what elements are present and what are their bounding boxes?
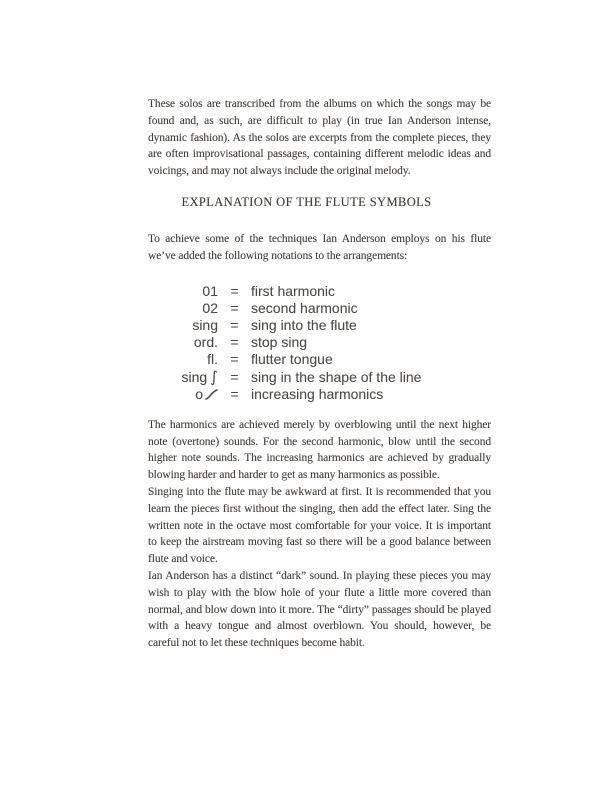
notation-symbol: fl. [207,351,218,368]
equals-sign: = [230,351,239,368]
intro-paragraph: These solos are transcribed from the albums on which the songs may be found and, as such, are difficult to play (in true Ian Anderson intense, dynamic fashion). As the solos are excerpts from the complete pieces, they are often improvisational passages, containing different melodic ideas and voicings, and may not always include the original melody. [148,98,491,178]
notation-definition: sing in the shape of the line [251,368,422,385]
notation-row-sing [148,317,491,334]
rising-line-icon [205,389,218,400]
equals-sign: = [230,316,239,333]
notation-row-second-harmonic [148,300,491,317]
notation-symbol: 02 [202,299,218,316]
notation-definition: second harmonic [251,299,358,316]
notation-row-first-harmonic [148,283,491,300]
equals-sign: = [230,282,239,299]
curve-symbol: ∫ [210,367,218,386]
notation-row-sing-curve [148,369,491,386]
section-heading: EXPLANATION OF THE FLUTE SYMBOLS [181,194,432,209]
notation-definition: sing into the flute [251,316,357,333]
notation-row-flutter [148,351,491,368]
body-text [148,417,491,652]
notation-definition: first harmonic [251,282,336,299]
notation-list [148,283,491,403]
notation-definition: flutter tongue [251,351,333,368]
equals-sign: = [230,385,239,402]
notation-symbol: ord. [193,334,218,351]
equals-sign: = [230,334,239,351]
notation-row-ord [148,334,491,351]
singing-paragraph: Singing into the flute may be awkward at first. It is recommended that you learn the pieces first without the singing, then add the effect later. Sing the written note in the octave most comfortable for your voice. It is important to keep the airstream moving fast so there will be a good balance between flute and voice. [148,486,491,566]
equals-sign: = [230,299,239,316]
equals-sign: = [230,368,239,385]
notation-symbol: 01 [202,282,218,299]
notation-symbol: sing [192,316,218,333]
notation-symbol: sing ∫ [181,367,218,386]
notation-intro-paragraph: To achieve some of the techniques Ian Anderson employs on his flute we’ve added the following notations to the arrangements: [148,232,491,262]
harmonics-paragraph: The harmonics are achieved merely by overblowing until the next higher note (overtone) sounds. For the second harmonic, blow until the second higher note sounds. The increasing harmonics are achieved by gradually blowing harder and harder to get as many harmonics as possible. [148,418,491,482]
notation-symbol: o [148,386,218,403]
dark-sound-paragraph: Ian Anderson has a distinct “dark” sound. In playing these pieces you may wish to play with the blow hole of your flute a little more covered than normal, and blow down into it more. The “dirty” passages should be played with a heavy tongue and almost overblown. You should, however, be careful not to let these techniques become habit. [148,570,491,650]
notation-definition: increasing harmonics [251,385,384,402]
notation-definition: stop sing [251,334,308,351]
notation-row-increasing-harmonics [148,386,491,403]
